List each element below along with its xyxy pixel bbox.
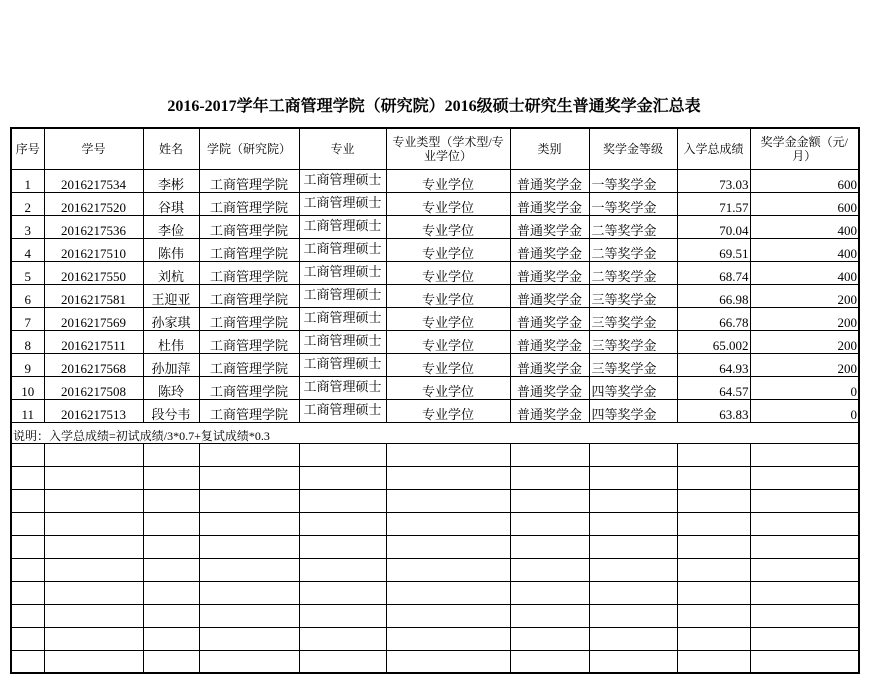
empty-cell (510, 443, 589, 466)
scholarship-amount-cell: 0 (750, 376, 859, 399)
scholarship-amount-header: 奖学金金额（元/月） (750, 128, 859, 169)
admission-score-cell: 73.03 (677, 169, 750, 192)
degree-type-cell: 专业学位 (386, 192, 510, 215)
major-cell: 工商管理硕士 (299, 307, 386, 330)
empty-cell (299, 581, 386, 604)
empty-cell (750, 558, 859, 581)
header-row (11, 128, 859, 169)
scholarship-level-cell: 二等奖学金 (589, 261, 677, 284)
student-name-cell: 孙加萍 (143, 353, 199, 376)
degree-type-cell: 专业学位 (386, 238, 510, 261)
empty-row (11, 512, 859, 535)
page-title: 2016-2017学年工商管理学院（研究院）2016级硕士研究生普通奖学金汇总表 (167, 98, 701, 115)
empty-cell (199, 650, 299, 673)
scholarship-amount-cell: 200 (750, 353, 859, 376)
major-cell: 工商管理硕士 (299, 215, 386, 238)
table-row (11, 261, 859, 284)
student-id-cell: 2016217569 (44, 307, 143, 330)
category-cell: 普通奖学金 (510, 330, 589, 353)
empty-cell (510, 489, 589, 512)
empty-cell (750, 466, 859, 489)
empty-row (11, 650, 859, 673)
empty-cell (750, 627, 859, 650)
scholarship-amount-cell: 400 (750, 261, 859, 284)
category-cell: 普通奖学金 (510, 353, 589, 376)
serial-number-cell: 1 (11, 169, 44, 192)
table-row (11, 169, 859, 192)
empty-cell (199, 466, 299, 489)
degree-type-cell: 专业学位 (386, 307, 510, 330)
empty-cell (299, 558, 386, 581)
category-cell: 普通奖学金 (510, 261, 589, 284)
table-row (11, 238, 859, 261)
empty-cell (510, 627, 589, 650)
scholarship-amount-cell: 400 (750, 238, 859, 261)
table-row (11, 330, 859, 353)
empty-cell (589, 604, 677, 627)
scholarship-level-cell: 三等奖学金 (589, 353, 677, 376)
empty-cell (199, 604, 299, 627)
serial-number-cell: 5 (11, 261, 44, 284)
scholarship-level-cell: 二等奖学金 (589, 215, 677, 238)
student-id-cell: 2016217510 (44, 238, 143, 261)
degree-type-cell: 专业学位 (386, 215, 510, 238)
student-name-cell: 段兮韦 (143, 399, 199, 422)
empty-cell (510, 535, 589, 558)
empty-cell (589, 650, 677, 673)
student-id-cell: 2016217536 (44, 215, 143, 238)
empty-cell (750, 535, 859, 558)
empty-row (11, 604, 859, 627)
empty-cell (510, 581, 589, 604)
admission-score-cell: 66.98 (677, 284, 750, 307)
empty-cell (11, 604, 44, 627)
student-name-header: 姓名 (143, 128, 199, 169)
degree-type-cell: 专业学位 (386, 330, 510, 353)
empty-cell (11, 650, 44, 673)
empty-cell (143, 558, 199, 581)
school-cell: 工商管理学院 (199, 238, 299, 261)
empty-cell (199, 512, 299, 535)
empty-cell (199, 581, 299, 604)
empty-cell (677, 581, 750, 604)
empty-cell (510, 558, 589, 581)
scholarship-level-cell: 一等奖学金 (589, 192, 677, 215)
major-cell: 工商管理硕士 (299, 261, 386, 284)
category-cell: 普通奖学金 (510, 307, 589, 330)
admission-score-cell: 69.51 (677, 238, 750, 261)
major-cell: 工商管理硕士 (299, 169, 386, 192)
empty-cell (750, 581, 859, 604)
serial-number-header: 序号 (11, 128, 44, 169)
serial-number-cell: 9 (11, 353, 44, 376)
empty-cell (589, 443, 677, 466)
empty-cell (589, 581, 677, 604)
empty-cell (11, 489, 44, 512)
school-cell: 工商管理学院 (199, 261, 299, 284)
degree-type-cell: 专业学位 (386, 353, 510, 376)
scholarship-level-cell: 一等奖学金 (589, 169, 677, 192)
scholarship-level-cell: 三等奖学金 (589, 307, 677, 330)
table-row (11, 284, 859, 307)
serial-number-cell: 6 (11, 284, 44, 307)
scholarship-amount-cell: 0 (750, 399, 859, 422)
empty-cell (677, 443, 750, 466)
empty-cell (44, 443, 143, 466)
empty-row (11, 443, 859, 466)
empty-cell (11, 535, 44, 558)
admission-score-cell: 71.57 (677, 192, 750, 215)
school-cell: 工商管理学院 (199, 307, 299, 330)
note-cell: 说明：入学总成绩=初试成绩/3*0.7+复试成绩*0.3 (11, 422, 859, 443)
empty-cell (143, 535, 199, 558)
empty-cell (299, 650, 386, 673)
empty-cell (143, 466, 199, 489)
empty-cell (299, 489, 386, 512)
scholarship-amount-cell: 200 (750, 307, 859, 330)
empty-cell (386, 535, 510, 558)
student-name-cell: 陈伟 (143, 238, 199, 261)
empty-cell (386, 466, 510, 489)
category-cell: 普通奖学金 (510, 192, 589, 215)
school-cell: 工商管理学院 (199, 284, 299, 307)
serial-number-cell: 2 (11, 192, 44, 215)
empty-cell (44, 627, 143, 650)
empty-cell (386, 604, 510, 627)
serial-number-cell: 8 (11, 330, 44, 353)
empty-cell (44, 466, 143, 489)
admission-score-cell: 70.04 (677, 215, 750, 238)
empty-cell (143, 512, 199, 535)
empty-cell (386, 443, 510, 466)
student-name-cell: 王迎亚 (143, 284, 199, 307)
empty-cell (299, 604, 386, 627)
category-header: 类别 (510, 128, 589, 169)
school-cell: 工商管理学院 (199, 399, 299, 422)
empty-cell (677, 604, 750, 627)
student-name-cell: 杜伟 (143, 330, 199, 353)
empty-row (11, 535, 859, 558)
category-cell: 普通奖学金 (510, 376, 589, 399)
major-cell: 工商管理硕士 (299, 376, 386, 399)
empty-row (11, 581, 859, 604)
school-cell: 工商管理学院 (199, 215, 299, 238)
degree-type-cell: 专业学位 (386, 261, 510, 284)
empty-cell (750, 604, 859, 627)
serial-number-cell: 4 (11, 238, 44, 261)
school-cell: 工商管理学院 (199, 169, 299, 192)
category-cell: 普通奖学金 (510, 215, 589, 238)
empty-cell (143, 443, 199, 466)
empty-row (11, 466, 859, 489)
student-name-cell: 陈玲 (143, 376, 199, 399)
serial-number-cell: 7 (11, 307, 44, 330)
empty-cell (143, 627, 199, 650)
empty-cell (11, 558, 44, 581)
note-row (11, 422, 859, 443)
table-row (11, 353, 859, 376)
empty-cell (11, 466, 44, 489)
table-row (11, 307, 859, 330)
empty-cell (677, 489, 750, 512)
student-name-cell: 孙家琪 (143, 307, 199, 330)
major-cell: 工商管理硕士 (299, 192, 386, 215)
school-header: 学院（研究院） (199, 128, 299, 169)
empty-cell (199, 627, 299, 650)
empty-cell (677, 466, 750, 489)
scholarship-level-header: 奖学金等级 (589, 128, 677, 169)
scholarship-amount-cell: 600 (750, 169, 859, 192)
student-id-cell: 2016217534 (44, 169, 143, 192)
serial-number-cell: 10 (11, 376, 44, 399)
degree-type-cell: 专业学位 (386, 399, 510, 422)
empty-cell (44, 535, 143, 558)
empty-cell (750, 512, 859, 535)
admission-score-cell: 64.93 (677, 353, 750, 376)
admission-score-cell: 68.74 (677, 261, 750, 284)
empty-cell (750, 443, 859, 466)
scholarship-amount-cell: 600 (750, 192, 859, 215)
empty-cell (299, 512, 386, 535)
empty-row (11, 489, 859, 512)
category-cell: 普通奖学金 (510, 284, 589, 307)
empty-cell (386, 512, 510, 535)
empty-cell (44, 489, 143, 512)
empty-cell (677, 558, 750, 581)
category-cell: 普通奖学金 (510, 169, 589, 192)
admission-score-cell: 63.83 (677, 399, 750, 422)
table-row (11, 399, 859, 422)
empty-cell (199, 558, 299, 581)
empty-cell (143, 581, 199, 604)
serial-number-cell: 3 (11, 215, 44, 238)
empty-cell (44, 604, 143, 627)
empty-cell (386, 489, 510, 512)
empty-cell (589, 558, 677, 581)
empty-cell (143, 604, 199, 627)
empty-cell (589, 512, 677, 535)
scholarship-table (10, 127, 860, 674)
major-cell: 工商管理硕士 (299, 238, 386, 261)
admission-score-header: 入学总成绩 (677, 128, 750, 169)
empty-row (11, 627, 859, 650)
student-id-header: 学号 (44, 128, 143, 169)
empty-cell (143, 650, 199, 673)
school-cell: 工商管理学院 (199, 353, 299, 376)
scholarship-amount-cell: 200 (750, 284, 859, 307)
category-cell: 普通奖学金 (510, 399, 589, 422)
empty-cell (299, 627, 386, 650)
scholarship-level-cell: 三等奖学金 (589, 330, 677, 353)
student-id-cell: 2016217550 (44, 261, 143, 284)
degree-type-cell: 专业学位 (386, 376, 510, 399)
major-cell: 工商管理硕士 (299, 330, 386, 353)
empty-cell (589, 627, 677, 650)
empty-cell (589, 466, 677, 489)
empty-cell (299, 466, 386, 489)
empty-cell (11, 581, 44, 604)
table-body (11, 169, 859, 673)
degree-type-cell: 专业学位 (386, 284, 510, 307)
empty-cell (510, 650, 589, 673)
scholarship-level-cell: 二等奖学金 (589, 238, 677, 261)
school-cell: 工商管理学院 (199, 376, 299, 399)
empty-cell (386, 581, 510, 604)
student-name-cell: 李俭 (143, 215, 199, 238)
scholarship-level-cell: 四等奖学金 (589, 399, 677, 422)
category-cell: 普通奖学金 (510, 238, 589, 261)
empty-cell (510, 604, 589, 627)
student-id-cell: 2016217513 (44, 399, 143, 422)
table-row (11, 215, 859, 238)
table-row (11, 376, 859, 399)
empty-cell (44, 512, 143, 535)
empty-cell (677, 512, 750, 535)
serial-number-cell: 11 (11, 399, 44, 422)
scholarship-amount-cell: 400 (750, 215, 859, 238)
empty-cell (44, 650, 143, 673)
empty-cell (589, 489, 677, 512)
admission-score-cell: 65.002 (677, 330, 750, 353)
student-id-cell: 2016217520 (44, 192, 143, 215)
empty-cell (386, 650, 510, 673)
empty-cell (143, 489, 199, 512)
student-id-cell: 2016217508 (44, 376, 143, 399)
empty-cell (11, 627, 44, 650)
empty-row (11, 558, 859, 581)
admission-score-cell: 64.57 (677, 376, 750, 399)
empty-cell (299, 443, 386, 466)
empty-cell (11, 512, 44, 535)
student-name-cell: 刘杭 (143, 261, 199, 284)
empty-cell (677, 650, 750, 673)
empty-cell (11, 443, 44, 466)
admission-score-cell: 66.78 (677, 307, 750, 330)
empty-cell (44, 581, 143, 604)
empty-cell (386, 627, 510, 650)
empty-cell (677, 535, 750, 558)
degree-type-cell: 专业学位 (386, 169, 510, 192)
empty-cell (199, 443, 299, 466)
empty-cell (510, 512, 589, 535)
empty-cell (750, 489, 859, 512)
scholarship-level-cell: 三等奖学金 (589, 284, 677, 307)
table-row (11, 192, 859, 215)
major-cell: 工商管理硕士 (299, 284, 386, 307)
scholarship-amount-cell: 200 (750, 330, 859, 353)
empty-cell (44, 558, 143, 581)
student-name-cell: 李彬 (143, 169, 199, 192)
empty-cell (510, 466, 589, 489)
student-id-cell: 2016217581 (44, 284, 143, 307)
major-cell: 工商管理硕士 (299, 399, 386, 422)
empty-cell (750, 650, 859, 673)
school-cell: 工商管理学院 (199, 192, 299, 215)
degree-type-header: 专业类型（学术型/专业学位） (386, 128, 510, 169)
student-id-cell: 2016217568 (44, 353, 143, 376)
empty-cell (677, 627, 750, 650)
empty-cell (299, 535, 386, 558)
empty-cell (199, 535, 299, 558)
school-cell: 工商管理学院 (199, 330, 299, 353)
scholarship-level-cell: 四等奖学金 (589, 376, 677, 399)
major-cell: 工商管理硕士 (299, 353, 386, 376)
empty-cell (589, 535, 677, 558)
student-id-cell: 2016217511 (44, 330, 143, 353)
empty-cell (199, 489, 299, 512)
major-header: 专业 (299, 128, 386, 169)
empty-cell (386, 558, 510, 581)
student-name-cell: 谷琪 (143, 192, 199, 215)
